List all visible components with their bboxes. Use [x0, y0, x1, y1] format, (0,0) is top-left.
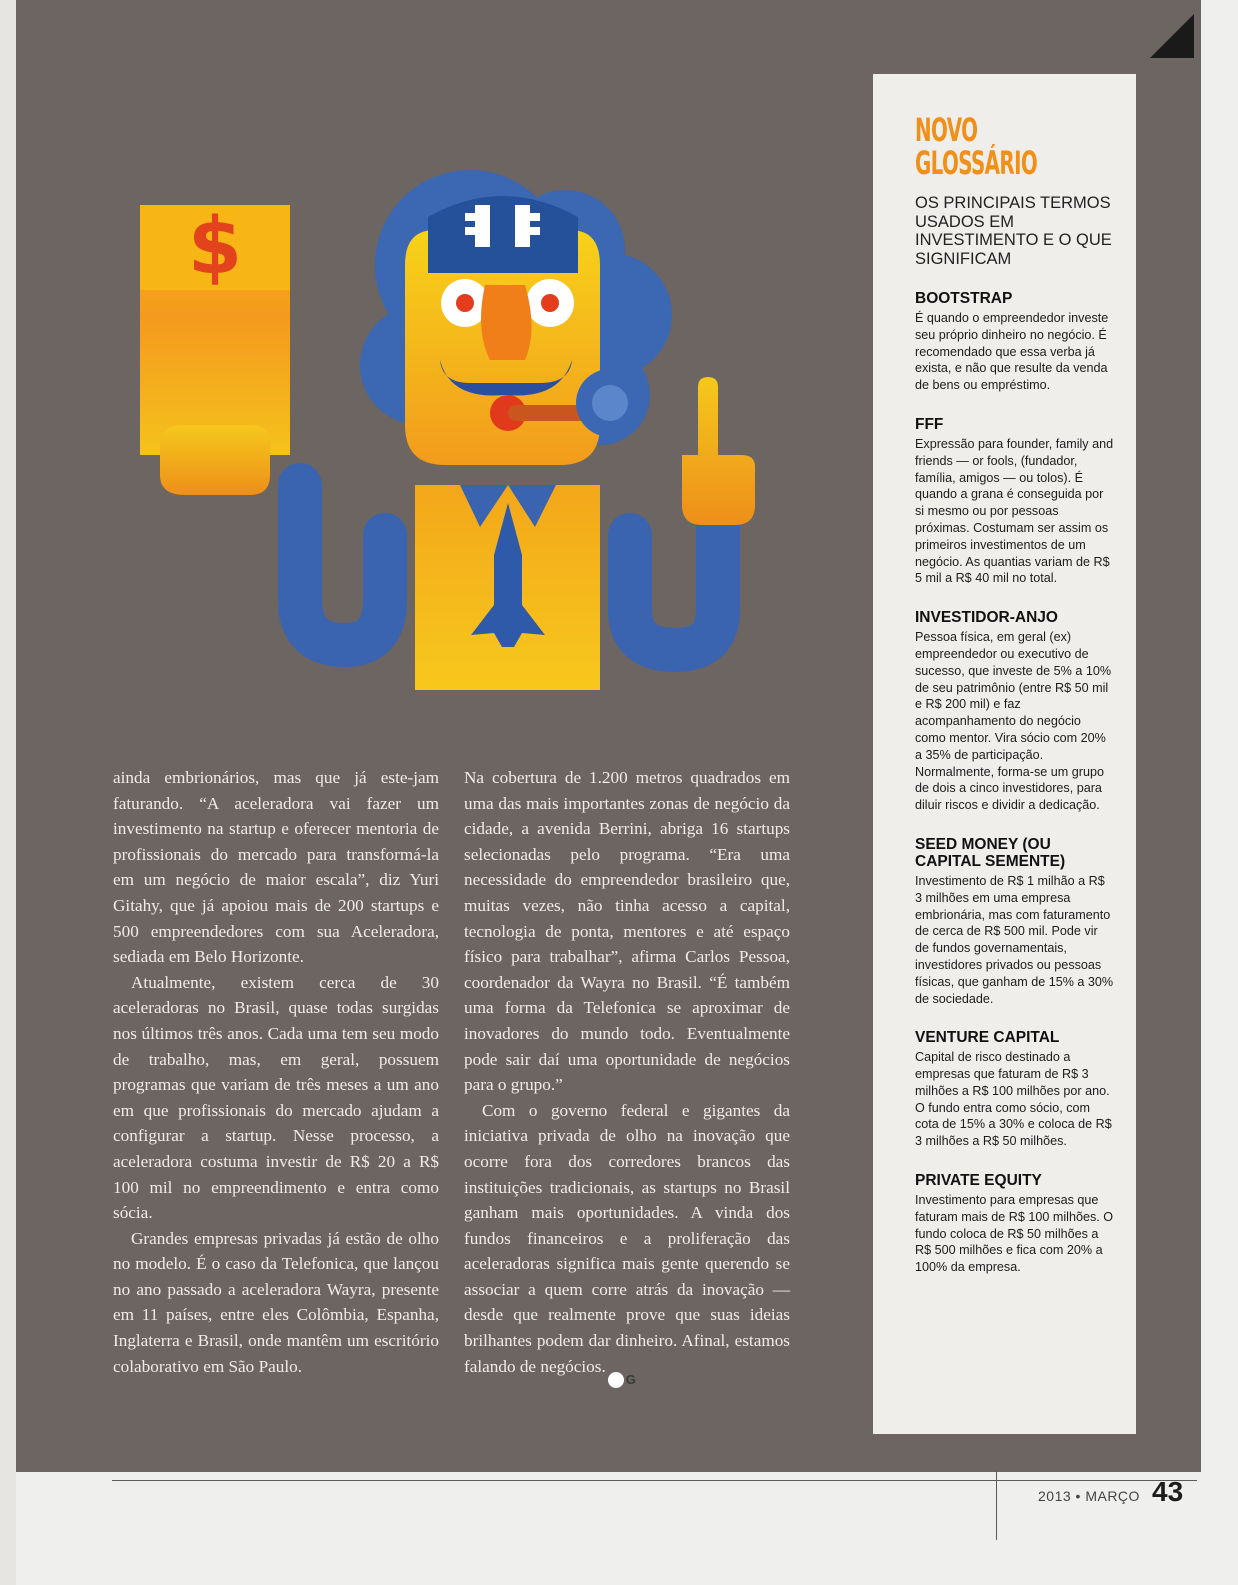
term-title: SEED MONEY (OU CAPITAL SEMENTE): [915, 835, 1066, 870]
glossary-term: [915, 290, 1114, 394]
right-hand-finger: [682, 377, 755, 525]
glossary-title: NOVO GLOSSÁRIO: [915, 111, 1038, 182]
paragraph: Na cobertura de 1.200 metros quadrados em uma das mais importantes zonas de negócio da cidade, a avenida Berrini, abriga 16 startups selecionadas pelo programa. “Era uma necessidade do empreendedor brasileiro que, muitas vezes, não tinha acesso a capital, tecnologia de ponta, mentores e até espaço físico para trabalhar”, afirma Carlos Pessoa, coordenador da Wayra no Brasil. “É também uma forma da Telefonica se aproximar de inovadores do mundo todo. Eventualmente pode sair daí uma oportunidade de negócios para o grupo.”: [464, 768, 790, 1095]
end-mark-icon: G: [608, 1372, 624, 1388]
glossary-term: [915, 609, 1114, 814]
term-title: VENTURE CAPITAL: [915, 1029, 1060, 1047]
paragraph: Atualmente, existem cerca de 30 aceleradoras no Brasil, quase todas surgidas nos últimos três anos. Cada uma tem seu modo de trabalho, mas, em geral, possuem programas que variam de três meses a um ano em que profissionais do mercado ajudam a configurar a startup. Nesse processo, a aceleradora costuma investir de R$ 20 a R$ 100 mil no empreendimento e entra como sócia.: [113, 972, 439, 1223]
term-definition: Capital de risco destinado a empresas que faturam de R$ 3 milhões a R$ 100 milhões por ano. O fundo entra como sócio, com cota de 15% a 30% e coloca de R$ 3 milhões a R$ 50 milhões.: [915, 1050, 1112, 1149]
glossary-subtitle: OS PRINCIPAIS TERMOS USADOS EM INVESTIMENTO E O QUE SIGNIFICAM: [915, 194, 1112, 268]
footer-rule: [112, 1480, 1197, 1481]
glossary-term: [915, 416, 1114, 587]
money-folder: [140, 202, 290, 455]
term-title: PRIVATE EQUITY: [915, 1172, 1042, 1190]
left-arm: [300, 485, 385, 645]
nose: [481, 285, 532, 360]
glossary-term: [915, 836, 1114, 1007]
term-definition: Expressão para founder, family and friends — or fools, (fundador, família, amigos — ou tolos). É quando a grana é conseguida por si mesmo ou por pessoas próximas. Costumam ser assim os primeiros investimentos de um negócio. As quantias variam de R$ 5 mil a R$ 40 mil no total.: [915, 436, 1114, 586]
issue-date: 2013 • MARÇO: [1038, 1488, 1140, 1504]
term-title: BOOTSTRAP: [915, 290, 1013, 307]
term-definition: Pessoa física, em geral (ex) empreendedor ou executivo de sucesso, que investe de 5% a 10% de seu patrimônio (entre R$ 50 mil e R$ 200 mil) e faz acompanhamento do negócio como mentor. Vira sócio com 20% a 35% de participação. Normalmente, forma-se um grupo de dois a cinco investidores, para diluir riscos e dividir a dedicação.: [915, 630, 1112, 813]
glossary-term: [915, 1029, 1114, 1150]
page-binding-edge: [0, 0, 16, 1585]
dollar-symbol: $: [187, 202, 243, 292]
term-definition: Investimento de R$ 1 milhão a R$ 3 milhões em uma empresa embrionária, mas com faturamento de cerca de R$ 500 mil. Pode vir de fundos governamentais, investidores privados ou pessoas físicas, que ganham de 15% a 30% de sociedade.: [915, 873, 1114, 1006]
article-column-2: [464, 765, 790, 1388]
term-definition: Investimento para empresas que faturam mais de R$ 100 milhões. O fundo coloca de R$ 50 milhões a R$ 500 milhões e fica com 20% a 100% da empresa.: [915, 1193, 1114, 1275]
glossary-term: [915, 1172, 1114, 1276]
glossary-sidebar: [873, 74, 1136, 1434]
investor-illustration: [130, 155, 780, 715]
left-hand: [160, 425, 270, 495]
corner-arrow-icon: [1150, 14, 1194, 58]
article-column-1: [113, 765, 439, 1379]
term-title: INVESTIDOR-ANJO: [915, 609, 1058, 627]
right-arm: [630, 505, 718, 650]
page-number: 43: [1152, 1476, 1184, 1507]
paragraph: ainda embrionários, mas que já este-jam faturando. “A aceleradora vai fazer um investimento na startup e oferecer mentoria de profissionais do mercado para transformá-la em um negócio de maior escala”, diz Yuri Gitahy, que já apoiou mais de 200 startups e 500 empreendedores com sua Aceleradora, sediada em Belo Horizonte.: [113, 768, 439, 967]
paragraph: Grandes empresas privadas já estão de olho no modelo. É o caso da Telefonica, que lançou no ano passado a aceleradora Wayra, presente em 11 países, entre eles Colômbia, Espanha, Inglaterra e Brasil, onde mantêm um escritório colaborativo em São Paulo.: [113, 1228, 439, 1376]
paragraph: Com o governo federal e gigantes da iniciativa privada de olho na inovação que ocorre fora dos corredores brancos das instituições tradicionais, as startups no Brasil ganham mais oportunidades. A vinda dos fundos financeiros e a proliferação das aceleradoras significa mais gente querendo se associar a quem corre atrás da inovação — desde que realmente prove que suas ideias brilhantes podem dar dinheiro. Afinal, estamos falando de negócios.: [464, 1100, 790, 1376]
head-cap: [428, 196, 578, 273]
footer-divider: [996, 1470, 997, 1540]
term-title: FFF: [915, 415, 944, 433]
term-definition: É quando o empreendedor investe seu próprio dinheiro no negócio. É recomendado que essa verba já exista, e não que resulte da venda de bens ou empréstimo.: [915, 311, 1109, 393]
